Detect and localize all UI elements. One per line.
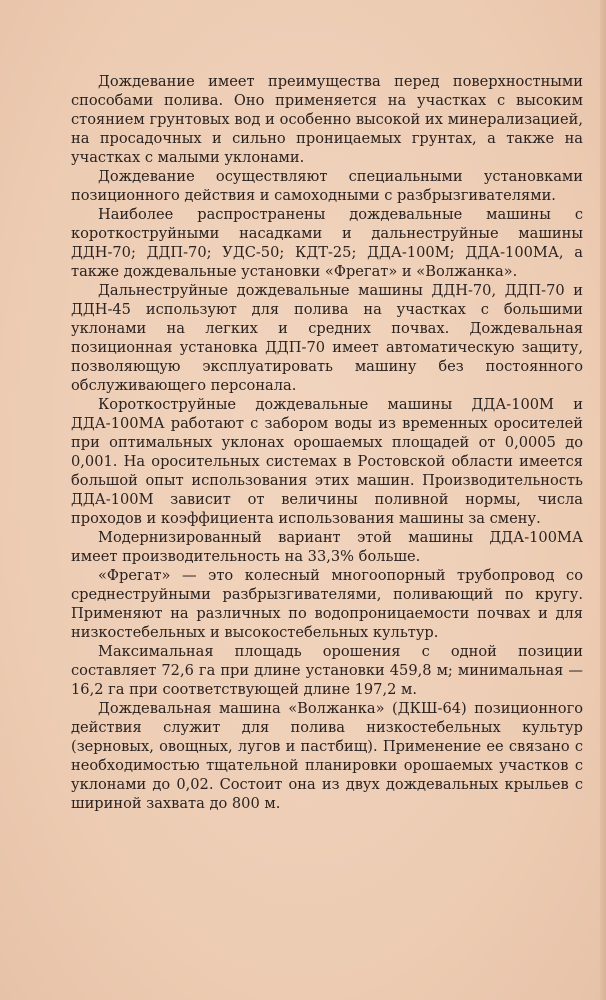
paragraph-3: Наиболее распространены дождевальные машины с короткоструйными насадками и дальнеструйные машины ДДН-70; ДДП-70; УДС-50; КДТ-25; ДДА-100М; ДДА-100МА, а также дождевальные установки «Фрегат» и «Волжанка». <box>71 206 583 280</box>
paragraph-8: Максимальная площадь орошения с одной позиции составляет 72,6 га при длине установки 459,8 м; минимальная — 16,2 га при соответствующей длине 197,2 м. <box>71 643 583 698</box>
paragraph-9: Дождевальная машина «Волжанка» (ДКШ-64) позиционного действия служит для полива низкостебельных культур (зерновых, овощных, лугов и пастбищ). Применение ее связано с необходимостью тщательной планировки орошаемых участков с уклонами до 0,02. Состоит она из двух дождевальных крыльев с шириной захвата до 800 м. <box>71 700 583 812</box>
paragraph-1: Дождевание имеет преимущества перед поверхностными способами полива. Оно применяется на участках с высоким стоянием грунтовых вод и особенно высокой их минерализацией, на просадочных и сильно проницаемых грунтах, а также на участках с малыми уклонами. <box>71 73 583 166</box>
paragraph-4: Дальнеструйные дождевальные машины ДДН-70, ДДП-70 и ДДН-45 используют для полива на участках с большими уклонами на легких и средних почвах. Дождевальная позиционная установка ДДП-70 имеет автоматическую защиту, позволяющую эксплуатировать машину без постоянного обслуживающего персонала. <box>71 282 583 394</box>
paragraph-7: «Фрегат» — это колесный многоопорный трубопровод со среднеструйными разбрызгивателями, поливающий по кругу. Применяют на различных по водопроницаемости почвах и для низкостебельных и высокостебельных культур. <box>71 567 583 641</box>
page-edge <box>600 0 606 1000</box>
body-text <box>71 72 583 813</box>
paragraph-5: Короткоструйные дождевальные машины ДДА-100М и ДДА-100МА работают с забором воды из временных оросителей при оптимальных уклонах орошаемых площадей от 0,0005 до 0,001. На оросительных системах в Ростовской области имеется большой опыт использования этих машин. Производительность ДДА-100М зависит от величины поливной нормы, числа проходов и коэффициента использования машины за смену. <box>71 396 583 527</box>
paragraph-2: Дождевание осуществляют специальными установками позиционного действия и самоходными с разбрызгивателями. <box>71 168 583 204</box>
paragraph-6: Модернизированный вариант этой машины ДДА-100МА имеет производительность на 33,3% больше. <box>71 529 583 565</box>
